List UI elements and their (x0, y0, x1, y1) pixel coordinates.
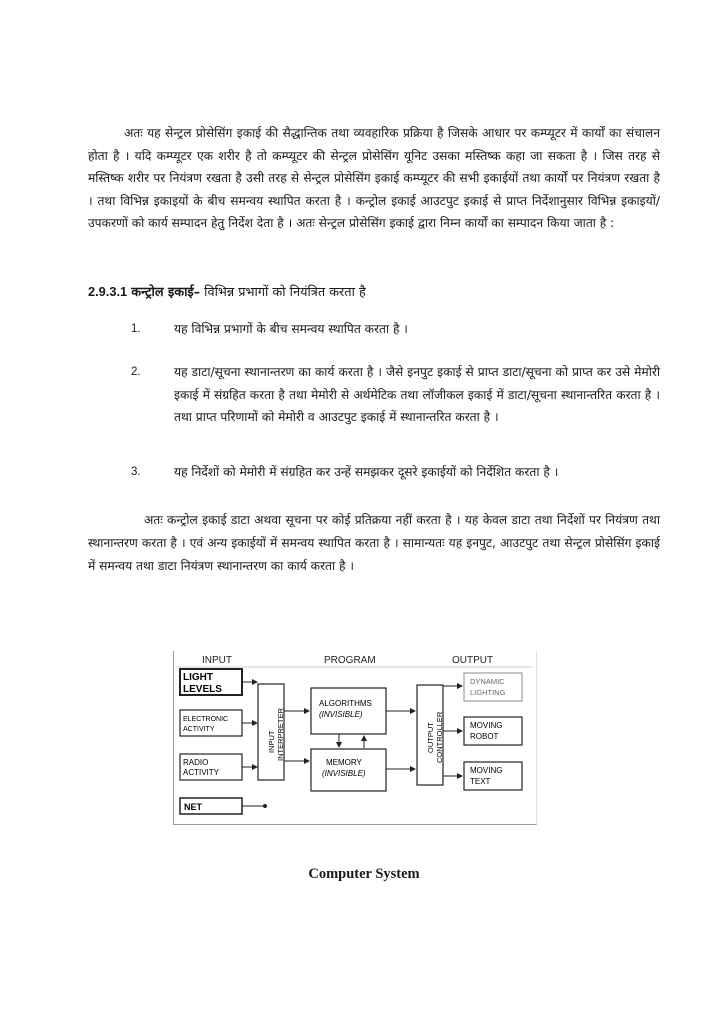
output-label: MOVING (470, 766, 503, 775)
section-subtitle: विभिन्न प्रभागों को नियंत्रित करता है (204, 285, 366, 300)
output-label: ROBOT (470, 732, 499, 741)
header-input: INPUT (202, 655, 232, 666)
diagram-svg (174, 651, 536, 824)
section-heading (88, 282, 366, 303)
output-label: TEXT (470, 777, 491, 786)
list-item-text: यह निर्देशों को मेमोरी में संग्रहित कर उन्हें समझकर दूसरे इकाईयों को निर्देशित करता है । (174, 465, 559, 479)
list-item-text: यह डाटा/सूचना स्थानान्तरण का कार्य करता है । जैसे इनपुट इकाई से प्राप्त डाटा/सूचना को प्राप्त कर उसे मेमोरी इकाई में संग्रहित करता है तथा मेमोरी से अर्थमेटिक तथा लॉजीकल इकाई में डाटा/सूचना स्थानान्तरित करता है । तथा प्राप्त परिणामों को मेमोरी व आउटपुट इकाई में स्थानान्तरित करता है । (174, 365, 660, 424)
controller-label: OUTPUT (426, 722, 435, 753)
interpreter-label: INPUT (267, 730, 276, 753)
controller-label: CONTROLLER (435, 711, 444, 763)
interpreter-label: INTERPRETER (276, 708, 285, 761)
list-item-number: 2. (131, 366, 141, 378)
header-output: OUTPUT (452, 655, 494, 666)
header-program: PROGRAM (324, 655, 376, 666)
section-number: 2.9.3.1 (88, 284, 128, 299)
input-label: NET (184, 802, 202, 812)
input-label: LIGHT (183, 672, 213, 683)
summary-paragraph (88, 509, 660, 577)
output-label: MOVING (470, 721, 503, 730)
algorithms-label: ALGORITHMS (319, 699, 372, 708)
input-label: ELECTRONIC (183, 716, 229, 723)
input-label: ACTIVITY (183, 726, 215, 733)
computer-system-diagram (173, 651, 537, 825)
section-title: कन्ट्रोल इकाई– (131, 285, 201, 300)
input-label: RADIO (183, 758, 209, 767)
summary-paragraph-text: अतः कन्ट्रोल इकाई डाटा अथवा सूचना पर कोई प्रतिक्रया नहीं करता है । यह केवल डाटा तथा निर्देशों पर नियंत्रण तथा स्थानान्तरण करता है । एवं अन्य इकाईयों में समन्वय स्थापित करता है । सामान्यतः यह इनपुट, आउटपुट तथा सेन्ट्रल प्रोसेसिंग इकाई में समन्वय तथा डाटा नियंत्रण स्थानान्तरण का कार्य करता है । (88, 513, 660, 573)
output-label: DYNAMIC (470, 677, 505, 686)
list-item-number: 3. (131, 466, 141, 478)
input-label: LEVELS (183, 684, 222, 695)
figure-caption: Computer System (308, 866, 420, 882)
intro-paragraph (88, 122, 660, 235)
intro-paragraph-text: अतः यह सेन्ट्रल प्रोसेसिंग इकाई की सैद्धान्तिक तथा व्यवहारिक प्रक्रिया है जिसके आधार पर कम्प्यूटर में कार्यों का संचालन होता है । यदि कम्प्यूटर एक शरीर है तो कम्प्यूटर की सेन्ट्रल प्रोसेसिंग यूनिट उसका मस्तिष्क कहा जा सकता है । जिस तरह से मस्तिष्क शरीर पर नियंत्रण रखता है उसी तरह से सेन्ट्रल प्रोसेसिंग इकाई कम्प्यूटर की सभी इकाईयों तथा कार्यों पर नियंत्रण रखता है । तथा विभिन्न इकाइयों के बीच समन्वय स्थापित करता है । कन्ट्रोल इकाई आउटपुट इकाई से प्राप्त निर्देशानुसार विभिन्न इकाइयों/उपकरणों को कार्य सम्पादन हेतु निर्देश देता है । अतः सेन्ट्रल प्रोसेसिंग इकाई द्वारा निम्न कार्यों का सम्पादन किया जाता है : (88, 126, 660, 230)
input-label: ACTIVITY (183, 768, 220, 777)
algorithms-sublabel: (INVISIBLE) (319, 710, 363, 719)
list-item-number: 1. (131, 323, 141, 335)
list-item-text: यह विभिन्न प्रभागों के बीच समन्वय स्थापित करता है । (174, 322, 408, 336)
output-label: LIGHTING (470, 688, 506, 697)
memory-label: MEMORY (326, 758, 362, 767)
memory-sublabel: (INVISIBLE) (322, 769, 366, 778)
